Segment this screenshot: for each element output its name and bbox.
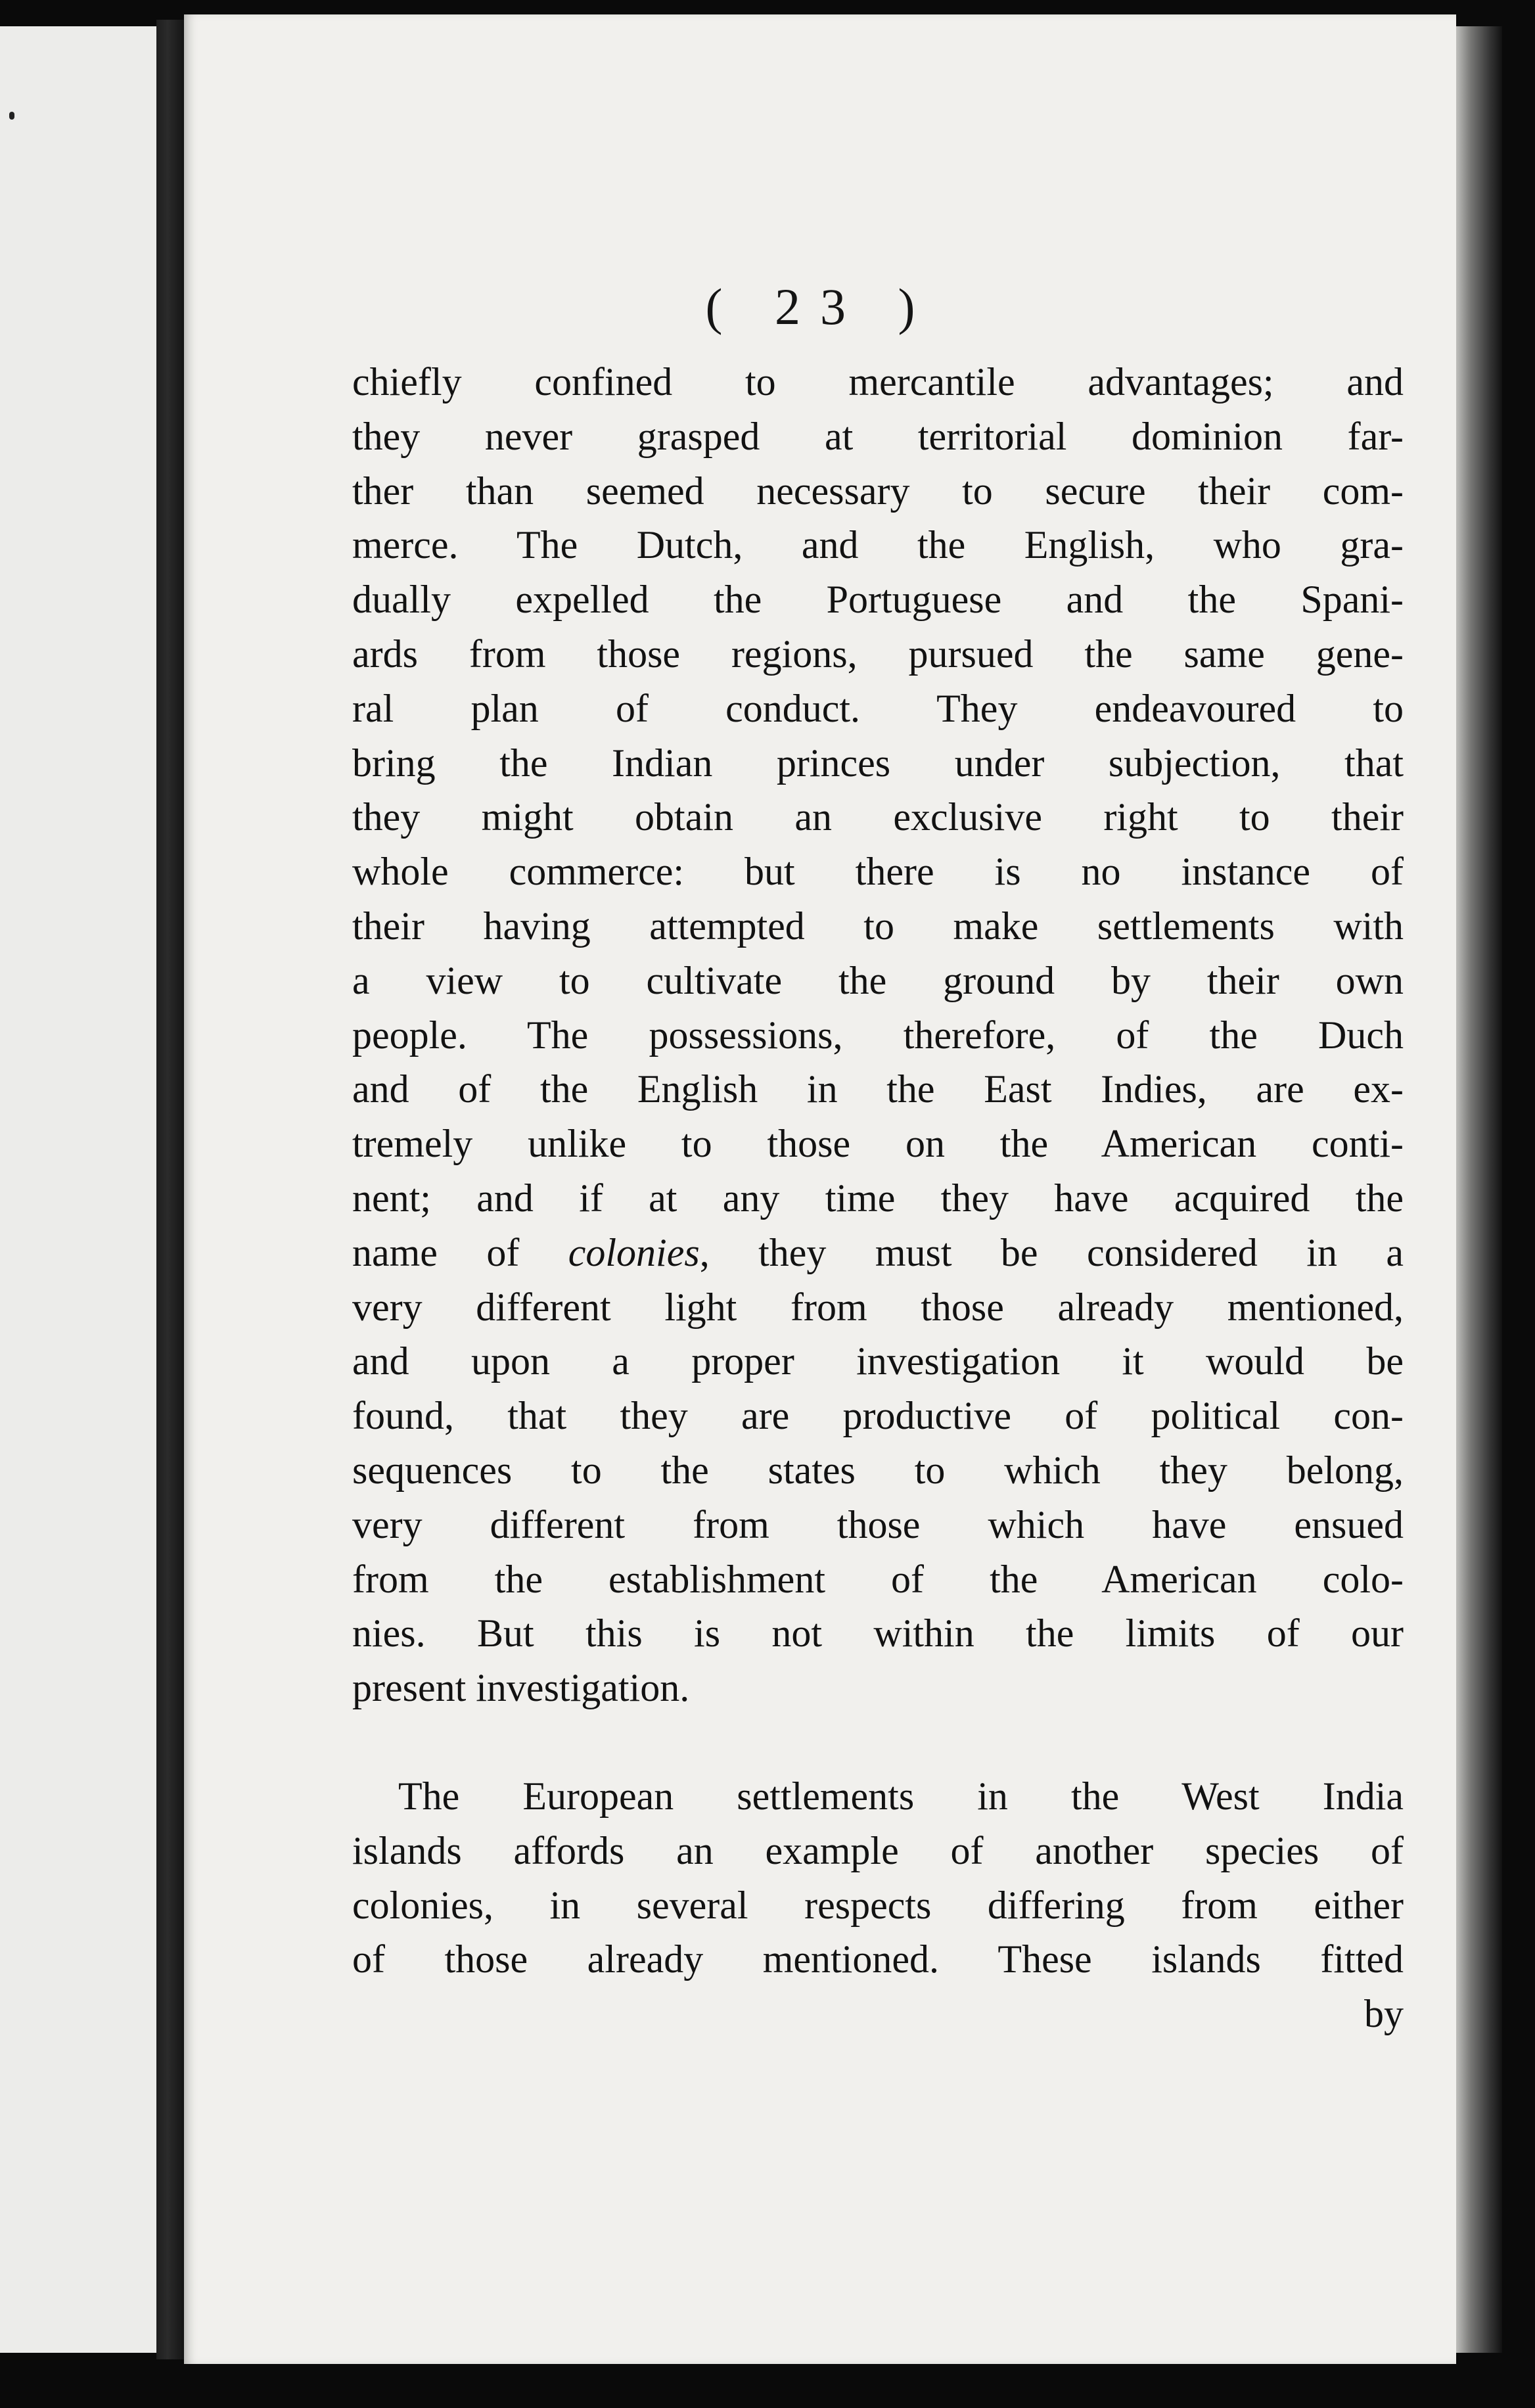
- text-line: ral plan of conduct. They endeavoured to: [352, 686, 1404, 730]
- text-line: people. The possessions, therefore, of the Duch: [352, 1013, 1404, 1057]
- book-page: [184, 14, 1456, 2364]
- text-line: a view to cultivate the ground by their own: [352, 958, 1404, 1002]
- text-line: ther than seemed necessary to secure their com-: [352, 469, 1404, 513]
- text-line: whole commerce: but there is no instance of: [352, 850, 1404, 894]
- page-number: ( 23 ): [705, 278, 935, 335]
- paragraph-gap: [352, 1715, 1404, 1769]
- page-text: [352, 355, 1404, 2041]
- text-line: they might obtain an exclusive right to their: [352, 795, 1404, 839]
- text-line: their having attempted to make settlements with: [352, 904, 1404, 948]
- text-line: dually expelled the Portuguese and the Spani-: [352, 578, 1404, 622]
- text-line: they never grasped at territorial dominion far-: [352, 414, 1404, 458]
- text-line: chiefly confined to mercantile advantages; and: [352, 360, 1404, 404]
- text-line: name of colonies, they must be considered in a: [352, 1230, 1404, 1274]
- previous-page-edge: [0, 26, 158, 2353]
- text-line: of those already mentioned. These islands fitted: [352, 1937, 1404, 1981]
- text-line: very different from those which have ensued: [352, 1502, 1404, 1546]
- text-line: bring the Indian princes under subjection, that: [352, 741, 1404, 785]
- ink-speck: [9, 112, 14, 120]
- text-line: present investigation.: [352, 1666, 690, 1710]
- paragraph-1: [352, 355, 1404, 1715]
- text-line: and of the English in the East Indies, are ex-: [352, 1067, 1404, 1111]
- text-line: islands affords an example of another species of: [352, 1828, 1404, 1872]
- text-line: merce. The Dutch, and the English, who gra-: [352, 523, 1404, 567]
- text-line: found, that they are productive of political con-: [352, 1394, 1404, 1438]
- text-line: tremely unlike to those on the American conti-: [352, 1122, 1404, 1166]
- text-line: ards from those regions, pursued the same gene-: [352, 632, 1404, 676]
- page-edge-stack: [1456, 26, 1502, 2353]
- text-line: very different light from those already mentioned,: [352, 1285, 1404, 1329]
- text-line: colonies, in several respects differing from either: [352, 1883, 1404, 1927]
- text-line: sequences to the states to which they belong,: [352, 1448, 1404, 1492]
- text-line: from the establishment of the American colo-: [352, 1557, 1404, 1601]
- book-gutter: [156, 20, 184, 2359]
- catchword: by: [1364, 1992, 1404, 2036]
- paragraph-2: [352, 1769, 1404, 1987]
- italic-word: colonies: [568, 1230, 700, 1274]
- text-line: The European settlements in the West India: [398, 1774, 1404, 1818]
- text-line: nies. But this is not within the limits of our: [352, 1611, 1404, 1656]
- text-line: nent; and if at any time they have acquired the: [352, 1176, 1404, 1220]
- text-line: and upon a proper investigation it would be: [352, 1339, 1404, 1383]
